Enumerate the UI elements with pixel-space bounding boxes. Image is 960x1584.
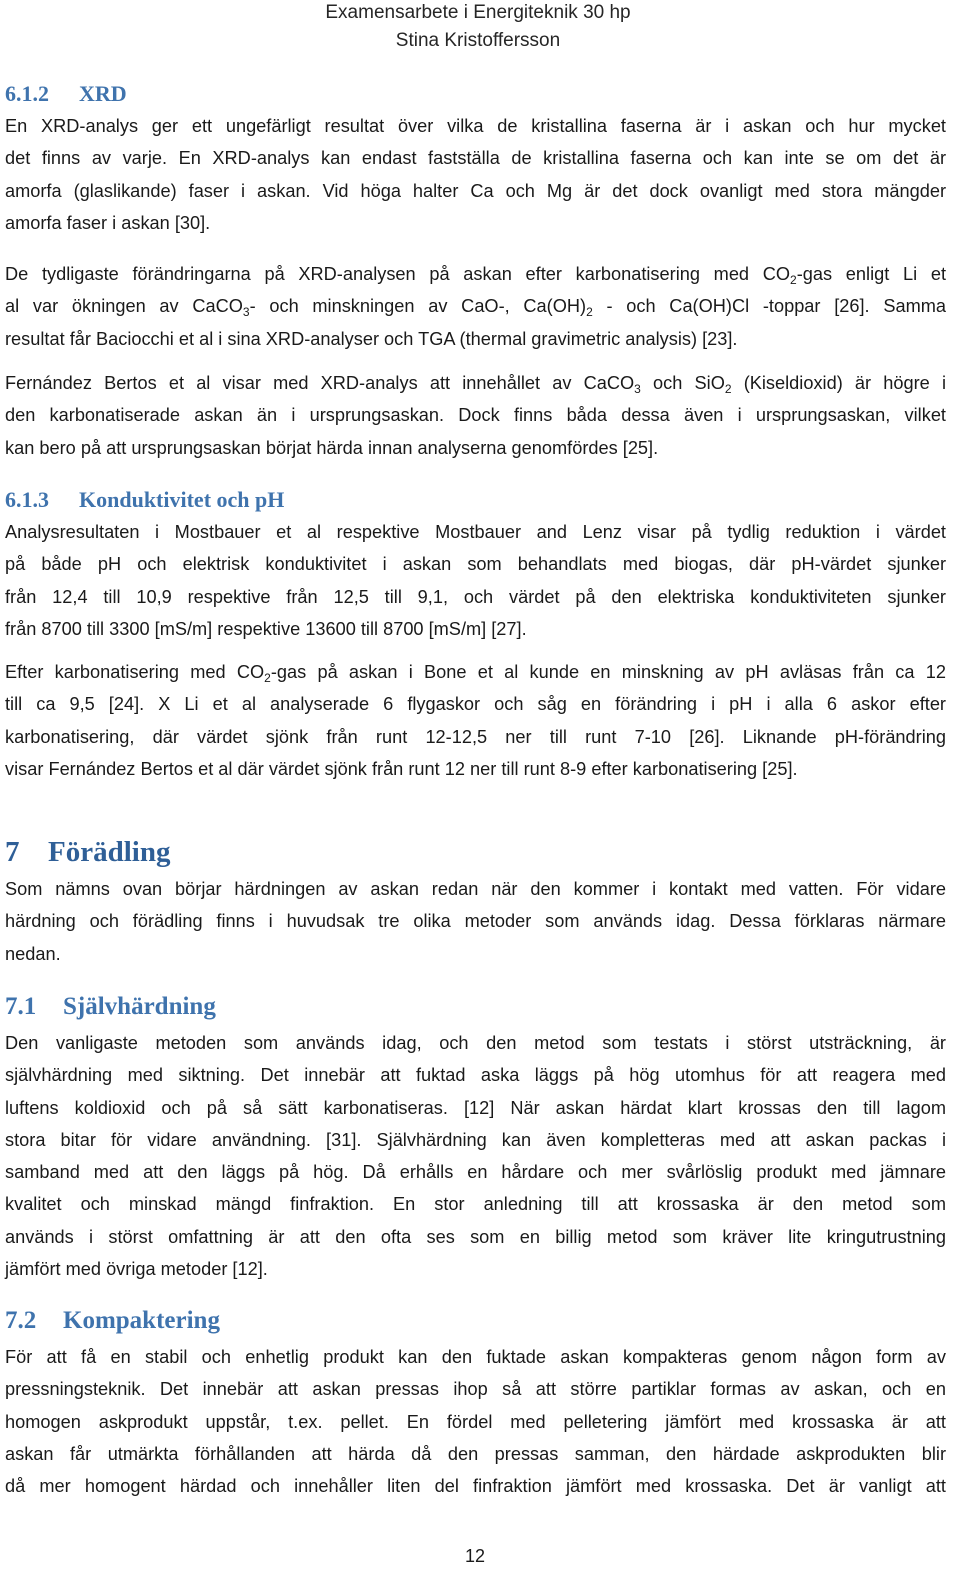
text-line: pressningsteknik. Det innebär att askan pressas ihop så att större partiklar formas av askan, och en [5,1379,946,1400]
text-line: självhärdning med siktning. Det innebär att fuktad aska läggs på hög utomhus för att reagera med [5,1065,946,1086]
heading-title: Förädling [48,836,171,868]
subscript: 2 [264,671,271,685]
text-line: homogen askprodukt uppstår, t.ex. pellet. En fördel med pelletering jämfört med krossaska är att [5,1411,946,1432]
header-title: Examensarbete i Energiteknik 30 hp [325,2,631,23]
heading-7 [5,836,170,869]
heading-6-1-2 [5,81,127,107]
text-line: karbonatisering, där värdet sjönk från runt 12-12,5 ner till runt 7-10 [26]. Liknande pH-förändring [5,726,946,747]
subscript: 3 [242,305,250,320]
text-line: härdning och förädling finns i huvudsak tre olika metoder som används idag. Dessa förklaras närmare [5,911,946,932]
text-line: Den vanligaste metoden som används idag, och den metod som testats i störst utsträckning, är [5,1033,946,1053]
text-line: En XRD-analys ger ett ungefärligt resultat över vilka de kristallina faserna är i askan och hur mycket [5,116,946,136]
text-line [5,367,946,399]
text-line: på både pH och elektrisk konduktivitet i askan som behandlats med biogas, där pH-värdet sjunker [5,554,946,575]
heading-number: 6.1.2 [5,81,49,106]
text-line: luftens koldioxid och på så sätt karbonatiseras. [12] När askan härdat klart krossas den till lagom [5,1097,946,1118]
text-run: (Kiseldioxid) är högre i [731,373,946,393]
paragraph-ph-carbonation [5,656,946,785]
heading-7-1 [5,993,216,1021]
heading-7-2 [5,1307,220,1335]
text-run: al var ökningen av CaCO [5,296,243,317]
paragraph-sjalvhardning [5,1027,946,1285]
text-line: från 12,4 till 10,9 respektive från 12,5 till 9,1, och värdet på den elektriska konduktiviteten sjunker [5,586,946,607]
heading-6-1-3 [5,487,284,513]
text-run: -gas på askan i Bone et al kunde en minskning av pH avläsas från ca 12 [270,662,946,682]
text-line: amorfa faser i askan [30]. [5,212,211,233]
text-line: kvalitet och minskad mängd finfraktion. En stor anledning till att krossaska är den metod som [5,1194,946,1215]
text-line: stora bitar för vidare användning. [31]. Självhärdning kan även kompletteras med att askan packas i [5,1129,946,1150]
text-run: De tydligaste förändringarna på XRD-analysen på askan efter karbonatisering med CO [5,264,791,284]
text-line: Analysresultaten i Mostbauer et al respektive Mostbauer and Lenz visar på tydlig reduktion i värdet [5,522,946,542]
heading-number: 7.2 [5,1307,37,1334]
heading-title: Självhärdning [63,993,216,1020]
text-run: -gas enligt Li et [796,264,946,284]
paragraph-ph-mostbauer [5,516,946,645]
text-line: kan bero på att ursprungsaskan börjat härda innan analyserna genomfördes [25]. [5,437,659,458]
subscript: 3 [634,382,641,396]
text-line: resultat får Baciocchi et al i sina XRD-analyser och TGA (thermal gravimetric analysis) [23]. [5,328,738,349]
paragraph-xrd-bertos [5,367,946,464]
text-run: - och minskningen av CaO-, Ca(OH) [249,296,587,317]
text-run: och SiO [640,373,725,393]
subscript: 2 [724,382,732,396]
text-line: den karbonatiserade askan än i ursprungsaskan. Dock finns båda dessa även i ursprungsaskan, vilket [5,405,946,426]
text-line [5,290,946,322]
subscript: 2 [790,273,797,287]
heading-number: 7.1 [5,993,37,1020]
text-run: - och Ca(OH)Cl -toppar [26]. Samma [592,296,946,317]
text-line [5,258,946,290]
header-author: Stina Kristoffersson [395,30,561,51]
heading-title: XRD [79,81,127,106]
subscript: 2 [586,305,593,320]
heading-title: Kompaktering [63,1307,220,1334]
paragraph-kompaktering [5,1341,946,1502]
text-run: Efter karbonatisering med CO [5,662,265,682]
paragraph-xrd-changes [5,258,946,355]
paragraph-xrd-intro [5,110,946,239]
heading-number: 7 [5,836,20,868]
text-line: amorfa (glaslikande) faser i askan. Vid höga halter Ca och Mg är det dock ovanligt med stora mängder [5,180,946,201]
text-line: askan får utmärkta förhållanden att härda då den pressas samman, den härdade askprodukten blir [5,1443,946,1464]
text-line: samband med att den läggs på hög. Då erhålls en hårdare och mer svårlöslig produkt med jämnare [5,1162,946,1183]
text-line: nedan. [5,943,61,964]
text-run: Fernández Bertos et al visar med XRD-analys att innehållet av CaCO [5,373,635,393]
text-line: För att få en stabil och enhetlig produkt kan den fuktade askan kompakteras genom någon form av [5,1347,946,1367]
page-number: 12 [464,1546,486,1566]
text-line: används i störst omfattning är att den ofta ses som en billig metod som kräver lite kringutrustning [5,1226,946,1247]
text-line: till ca 9,5 [24]. X Li et al analyserade 6 flygaskor och såg en förändring i pH i alla 6 askor efter [5,694,946,715]
text-line: visar Fernández Bertos et al där värdet sjönk från runt 12 ner till runt 8-9 efter karbonatisering [25]. [5,758,798,779]
text-line: Som nämns ovan börjar härdningen av askan redan när den kommer i kontakt med vatten. För vidare [5,879,946,899]
text-line: då mer homogent härdad och innehåller liten del finfraktion jämfört med krossaska. Det är vanligt att [5,1476,946,1497]
text-line [5,656,946,688]
text-line: jämfört med övriga metoder [12]. [5,1259,268,1280]
heading-title: Konduktivitet och pH [79,487,285,512]
paragraph-foradling-intro [5,873,946,970]
text-line: det finns av varje. En XRD-analys kan endast fastställa de kristallina faserna och kan inte se om det är [5,148,946,169]
heading-number: 6.1.3 [5,487,49,512]
text-line: från 8700 till 3300 [mS/m] respektive 13600 till 8700 [mS/m] [27]. [5,618,527,639]
